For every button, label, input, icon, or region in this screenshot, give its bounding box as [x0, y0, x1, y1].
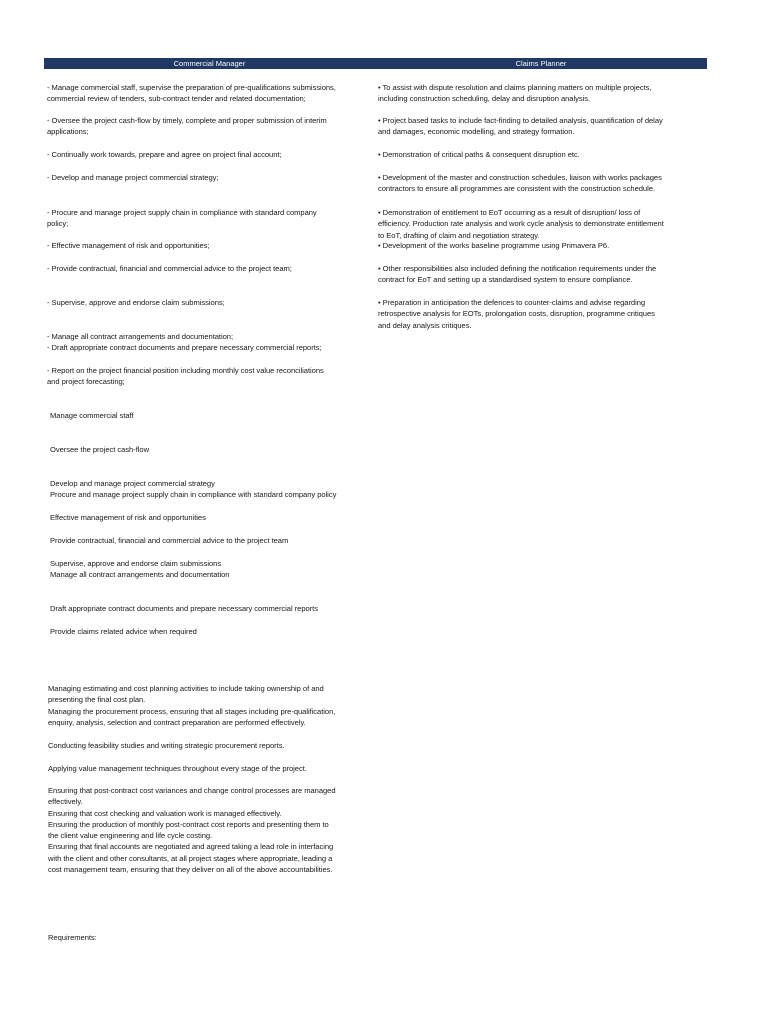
summary-item-5: Provide contractual, financial and commercial advice to the project team [50, 536, 289, 545]
summary-item-6: Supervise, approve and endorse claim submissions Manage all contract arrangements and documentation [50, 559, 230, 580]
left-duty-9: - Manage all contract arrangements and documentation; - Draft appropriate contract documents and prepare necessary commercial reports; [47, 332, 322, 353]
right-duty-8: • Preparation in anticipation the defences to counter-claims and advise regarding retrospective analysis for EOTs, prolongation costs, disruption, programme critiques and delay analysis critiques. [378, 298, 655, 330]
summary-item-3: Develop and manage project commercial strategy Procure and manage project supply chain in compliance with standard company policy [50, 479, 337, 500]
right-duty-5: • Demonstration of entitlement to EoT occurring as a result of disruption/ loss of efficiency. Production rate analysis and work cycle analysis to demonstrate entitlement to EoT, drafting of claim and negotiation strategy. [378, 208, 664, 240]
left-duty-8: - Supervise, approve and endorse claim submissions; [47, 298, 225, 307]
right-duty-6: • Development of the works baseline programme using Primavera P6. [378, 241, 610, 250]
summary-item-2: Oversee the project cash-flow [50, 445, 150, 454]
cost-item-3: Applying value management techniques throughout every stage of the project. [48, 764, 307, 773]
right-duty-1: • To assist with dispute resolution and claims planning matters on multiple projects, including construction scheduling, delay and disruption analysis. [378, 83, 652, 104]
header-commercial-manager: Commercial Manager [173, 59, 246, 68]
left-duty-5: - Procure and manage project supply chain in compliance with standard company policy; [47, 208, 317, 229]
summary-item-4: Effective management of risk and opportunities [50, 513, 206, 522]
requirements-label: Requirements: [48, 933, 97, 942]
left-duty-3: - Continually work towards, prepare and agree on project final account; [47, 150, 282, 159]
left-duty-4: - Develop and manage project commercial strategy; [47, 173, 219, 182]
right-duty-3: • Demonstration of critical paths & consequent disruption etc. [378, 150, 580, 159]
right-duty-7: • Other responsibilities also included defining the notification requirements under the contract for EoT and setting up a standardised system to ensure compliance. [378, 264, 657, 285]
cost-item-1: Managing estimating and cost planning activities to include taking ownership of and presenting the final cost plan. Managing the procurement process, ensuring that all stages including pre-qualification, enquiry, analysis, selection and contract preparation are performed effectively. [48, 684, 336, 727]
summary-item-7: Draft appropriate contract documents and prepare necessary commercial reports [50, 604, 318, 613]
left-duty-2: - Oversee the project cash-flow by timely, complete and proper submission of interim applications; [47, 116, 327, 137]
right-duty-2: • Project based tasks to include fact-finding to detailed analysis, quantification of delay and damages, economic modelling, and strategy formation. [378, 116, 663, 137]
left-duty-1: - Manage commercial staff, supervise the preparation of pre-qualifications submissions, commercial review of tenders, sub-contract tender and related documentation; [47, 83, 336, 104]
table-header [44, 58, 707, 69]
summary-item-8: Provide claims related advice when required [50, 627, 197, 636]
left-duty-10: - Report on the project financial position including monthly cost value reconciliations and project forecasting; [47, 366, 324, 387]
left-duty-6: - Effective management of risk and opportunities; [47, 241, 210, 250]
left-duty-7: - Provide contractual, financial and commercial advice to the project team; [47, 264, 292, 273]
cost-item-2: Conducting feasibility studies and writing strategic procurement reports. [48, 741, 285, 750]
summary-item-1: Manage commercial staff [50, 411, 134, 420]
header-claims-planner: Claims Planner [515, 59, 567, 68]
cost-item-4: Ensuring that post-contract cost variances and change control processes are managed effectively. Ensuring that cost checking and valuation work is managed effectively. Ensuring the production of monthly post-contract cost reports and presenting them to the client value engineering and life cycle costing. Ensuring that final accounts are negotiated and agreed taking a lead role in interfacing with the client and other consultants, at all project stages where appropriate, leading a cost management team, ensuring that they deliver on all of the above accountabilities. [48, 786, 336, 875]
right-duty-4: • Development of the master and construction schedules, liaison with works packages contractors to ensure all programmes are consistent with the construction schedule. [378, 173, 662, 194]
